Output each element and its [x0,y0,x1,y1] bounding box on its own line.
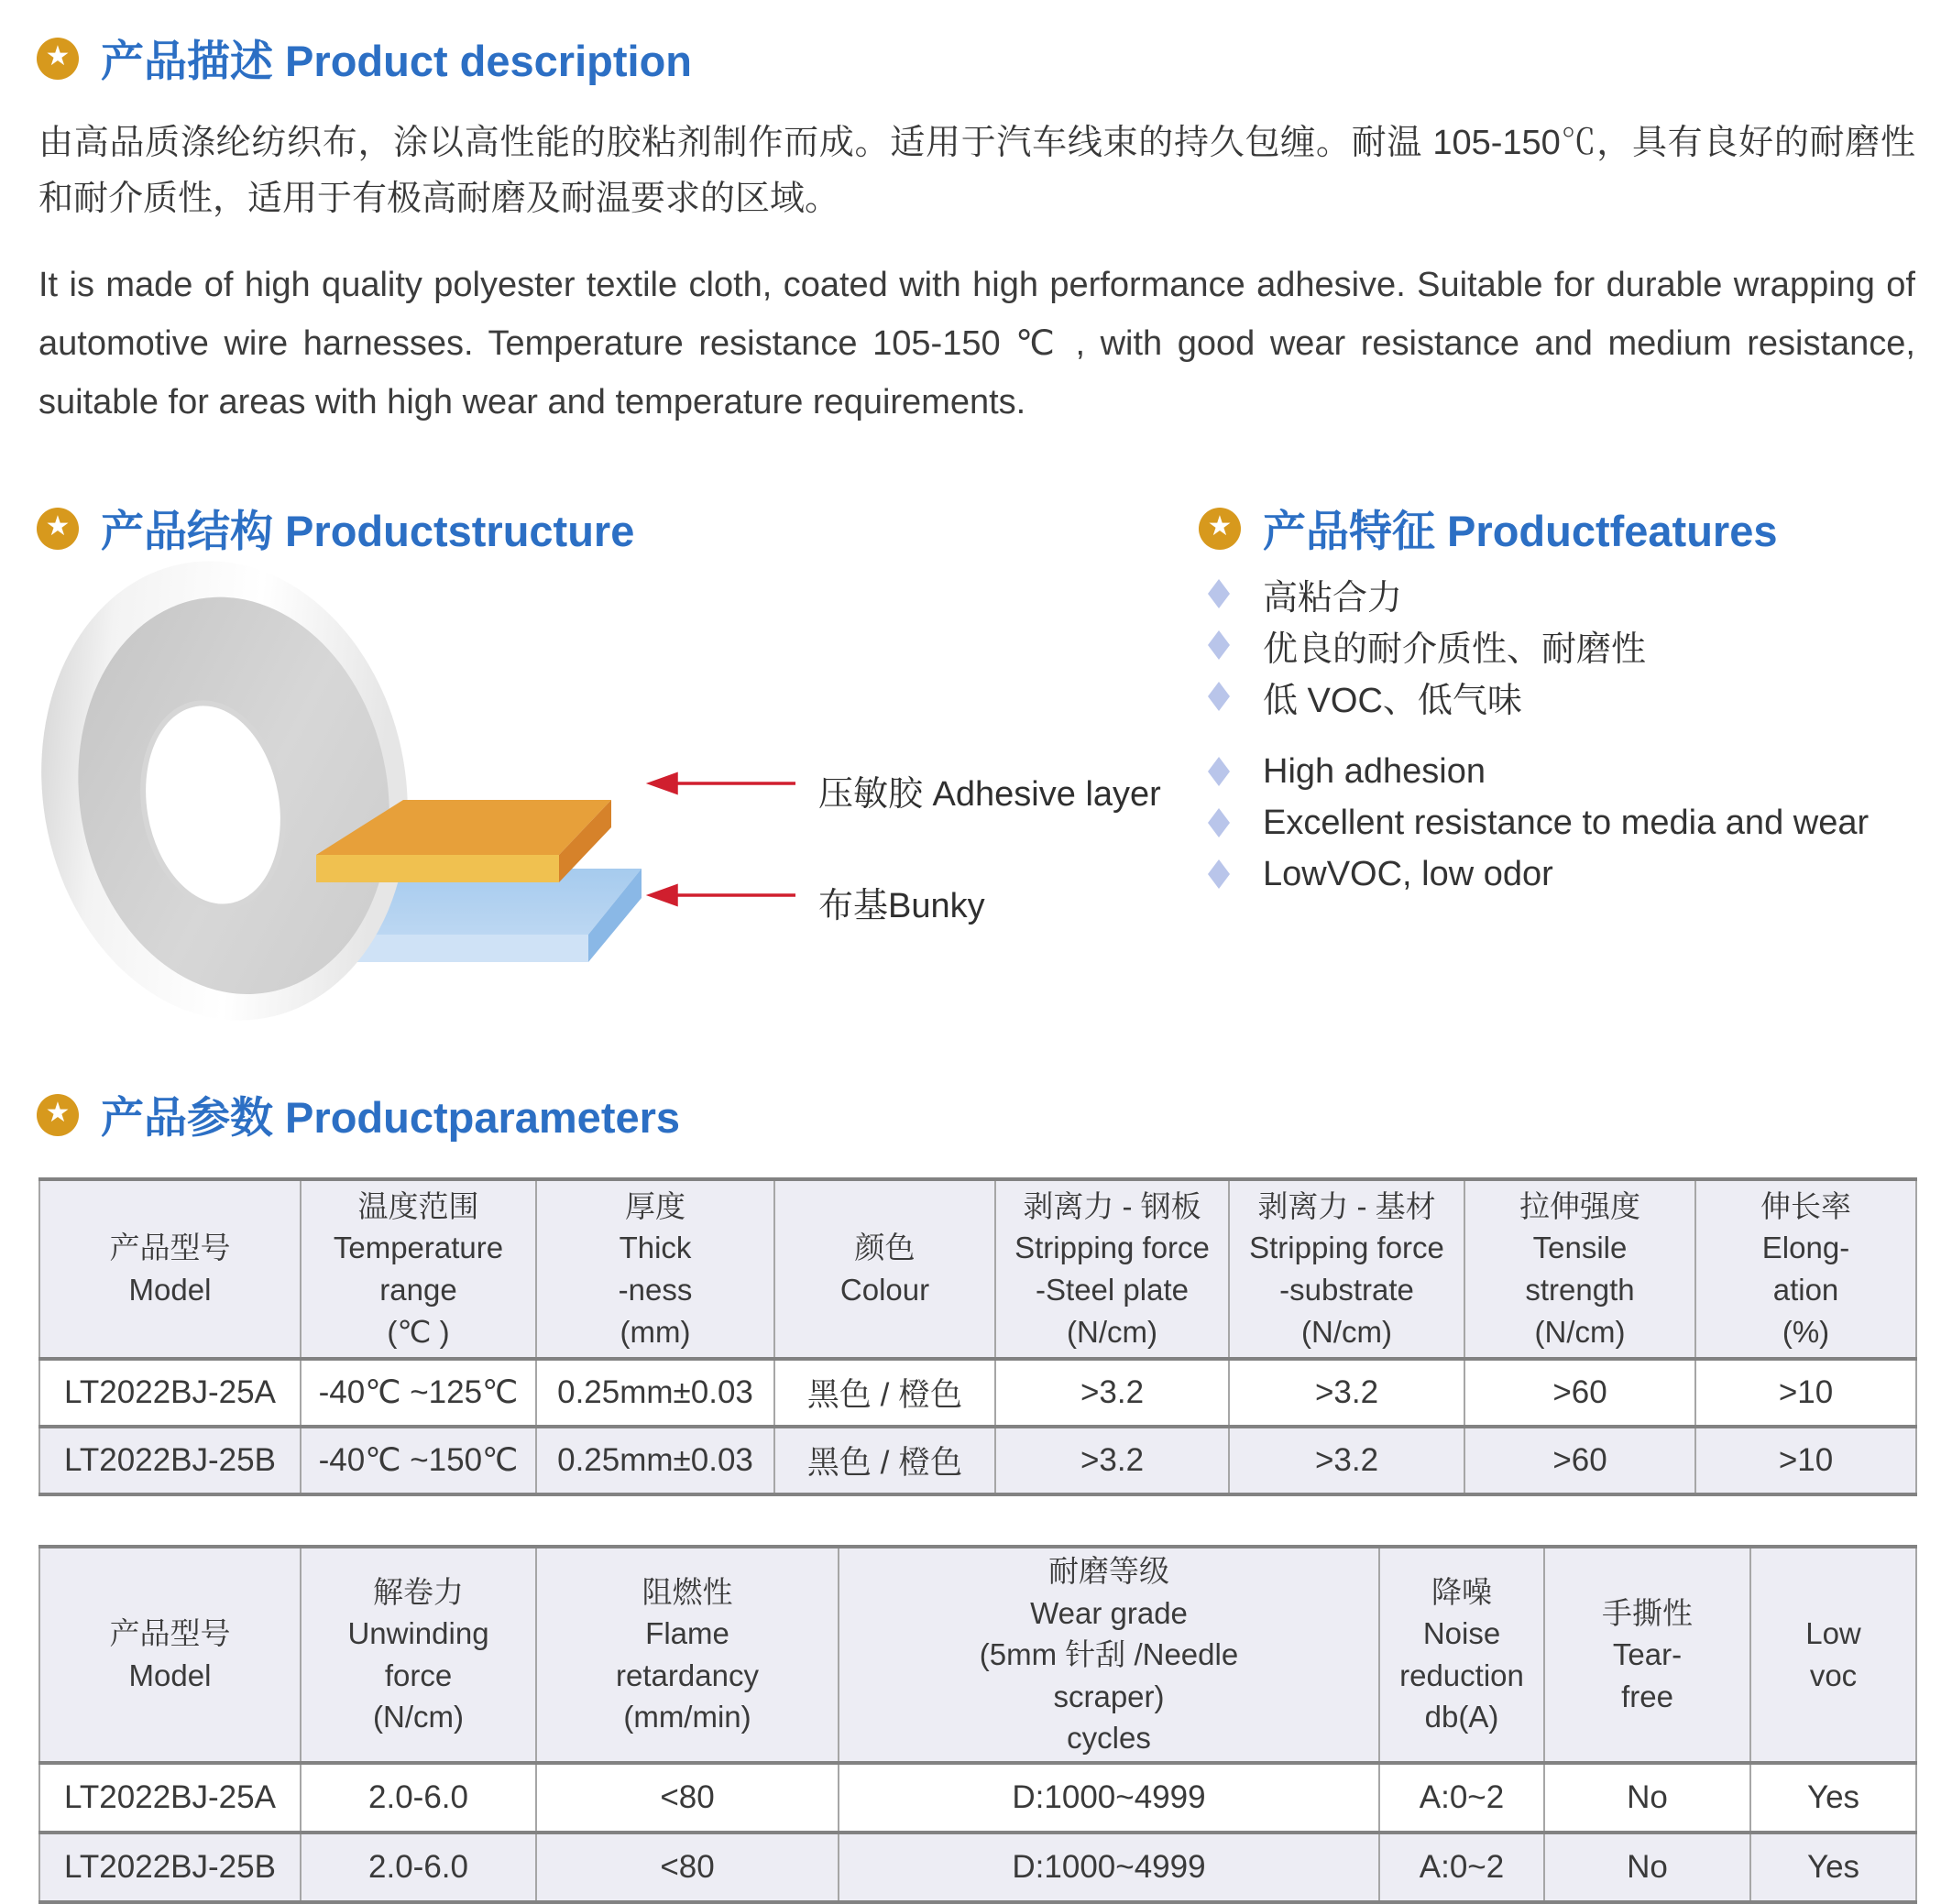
feature-text: Excellent resistance to media and wear [1263,803,1870,842]
column-header-thickness: 厚度 Thick -ness (mm) [536,1179,774,1359]
column-header-temperature-range: 温度范围 Temperature range (℃ ) [301,1179,536,1359]
section-title: 产品特征 Productfeatures [1263,507,1778,555]
section-product-parameters-heading [37,1084,680,1145]
table-cell: LT2022BJ-25B [39,1833,301,1902]
table-row [39,1833,1916,1902]
column-header-model: 产品型号 Model [39,1547,301,1763]
table-cell: >10 [1695,1359,1916,1427]
table-row [39,1763,1916,1833]
table-row [39,1427,1916,1494]
features-list [1208,568,1932,900]
section-product-features-heading [1199,498,1777,559]
table-cell: >3.2 [995,1359,1229,1427]
table-header-row [39,1547,1916,1763]
table-cell: LT2022BJ-25B [39,1427,301,1494]
diamond-bullet-icon [1208,808,1230,837]
list-item [1208,619,1932,671]
column-header-stripping-force-steel: 剥离力 - 钢板 Stripping force -Steel plate (N/cm) [995,1179,1229,1359]
diamond-bullet-icon [1208,579,1230,608]
list-item [1208,797,1932,848]
table-cell: <80 [536,1833,839,1902]
diamond-bullet-icon [1208,757,1230,786]
description-paragraph-chinese: 由高品质涤纶纺织布，涂以高性能的胶粘剂制作而成。适用于汽车线束的持久包缠。耐温 105-150℃，具有良好的耐磨性和耐介质性，适用于有极高耐磨及耐温要求的区域。 [38,124,1915,218]
table-cell: <80 [536,1763,839,1833]
column-header-colour: 颜色 Colour [774,1179,995,1359]
star-icon: ★ [37,508,79,550]
feature-text: High adhesion [1263,751,1486,791]
table-cell: >10 [1695,1427,1916,1494]
table-cell: 2.0-6.0 [301,1763,536,1833]
table-cell: A:0~2 [1379,1763,1544,1833]
table-cell: 黑色 / 橙色 [774,1427,995,1494]
table-cell: Yes [1750,1763,1916,1833]
table-cell: >3.2 [1229,1359,1464,1427]
table-cell: D:1000~4999 [839,1833,1379,1902]
section-title: 产品描述 Product description [101,37,692,85]
list-item [1208,671,1932,722]
feature-text: LowVOC, low odor [1263,854,1553,893]
list-item [1208,568,1932,619]
diamond-bullet-icon [1208,859,1230,889]
table-cell: 0.25mm±0.03 [536,1359,774,1427]
list-item [1208,848,1932,900]
column-header-elongation: 伸长率 Elong- ation (%) [1695,1179,1916,1359]
section-product-description-heading [37,27,692,89]
table-cell: 0.25mm±0.03 [536,1427,774,1494]
table-cell: >60 [1464,1427,1695,1494]
table-cell: Yes [1750,1833,1916,1902]
list-item [1208,746,1932,797]
feature-text: 优良的耐介质性、耐磨性 [1263,629,1647,669]
table-cell: 2.0-6.0 [301,1833,536,1902]
diamond-bullet-icon [1208,630,1230,660]
arrow-left-icon [651,886,795,904]
diamond-bullet-icon [1208,682,1230,711]
column-header-flame-retardancy: 阻燃性 Flame retardancy (mm/min) [536,1547,839,1763]
column-header-unwinding-force: 解卷力 Unwinding force (N/cm) [301,1547,536,1763]
table-cell: >3.2 [995,1427,1229,1494]
feature-text: 低 VOC、低气味 [1263,681,1522,720]
section-title: 产品结构 Productstructure [101,507,635,555]
column-header-tensile-strength: 拉伸强度 Tensile strength (N/cm) [1464,1179,1695,1359]
column-header-low-voc: Low voc [1750,1547,1916,1763]
table-cell: -40℃ ~125℃ [301,1359,536,1427]
section-title: 产品参数 Productparameters [101,1093,681,1142]
table-cell: No [1544,1763,1750,1833]
table-cell: A:0~2 [1379,1833,1544,1902]
table-cell: -40℃ ~150℃ [301,1427,536,1494]
column-header-noise-reduction: 降噪 Noise reduction db(A) [1379,1547,1544,1763]
table-cell: 黑色 / 橙色 [774,1359,995,1427]
column-header-wear-grade: 耐磨等级 Wear grade (5mm 针刮 /Needle scraper) cycles [839,1547,1379,1763]
cloth-layer-label: 布基Bunky [818,887,985,925]
table-row [39,1359,1916,1427]
adhesive-layer-label: 压敏胶 Adhesive layer [818,775,1161,814]
star-icon: ★ [37,1094,79,1136]
table-cell: >3.2 [1229,1427,1464,1494]
table-cell: LT2022BJ-25A [39,1763,301,1833]
column-header-tear-free: 手撕性 Tear- free [1544,1547,1750,1763]
column-header-stripping-force-substrate: 剥离力 - 基材 Stripping force -substrate (N/cm) [1229,1179,1464,1359]
table-header-row [39,1179,1916,1359]
feature-text: 高粘合力 [1263,578,1403,618]
section-product-structure-heading [37,498,634,559]
table-cell: No [1544,1833,1750,1902]
table-cell: LT2022BJ-25A [39,1359,301,1427]
star-icon: ★ [37,38,79,80]
parameters-table-primary [38,1177,1917,1496]
table-cell: >60 [1464,1359,1695,1427]
arrow-left-icon [651,774,795,793]
star-icon: ★ [1199,508,1241,550]
column-header-model: 产品型号 Model [39,1179,301,1359]
description-paragraph-english: It is made of high quality polyester textile cloth, coated with high performance adhesive. Suitable for durable wrapping of automotive wire harnesses. Temperature resistance 105-150 ℃ , with good wear resistance and medium resistance, suitable for areas with high wear and temperature requirements. [38,266,1915,421]
parameters-table-secondary [38,1545,1917,1904]
table-cell: D:1000~4999 [839,1763,1379,1833]
